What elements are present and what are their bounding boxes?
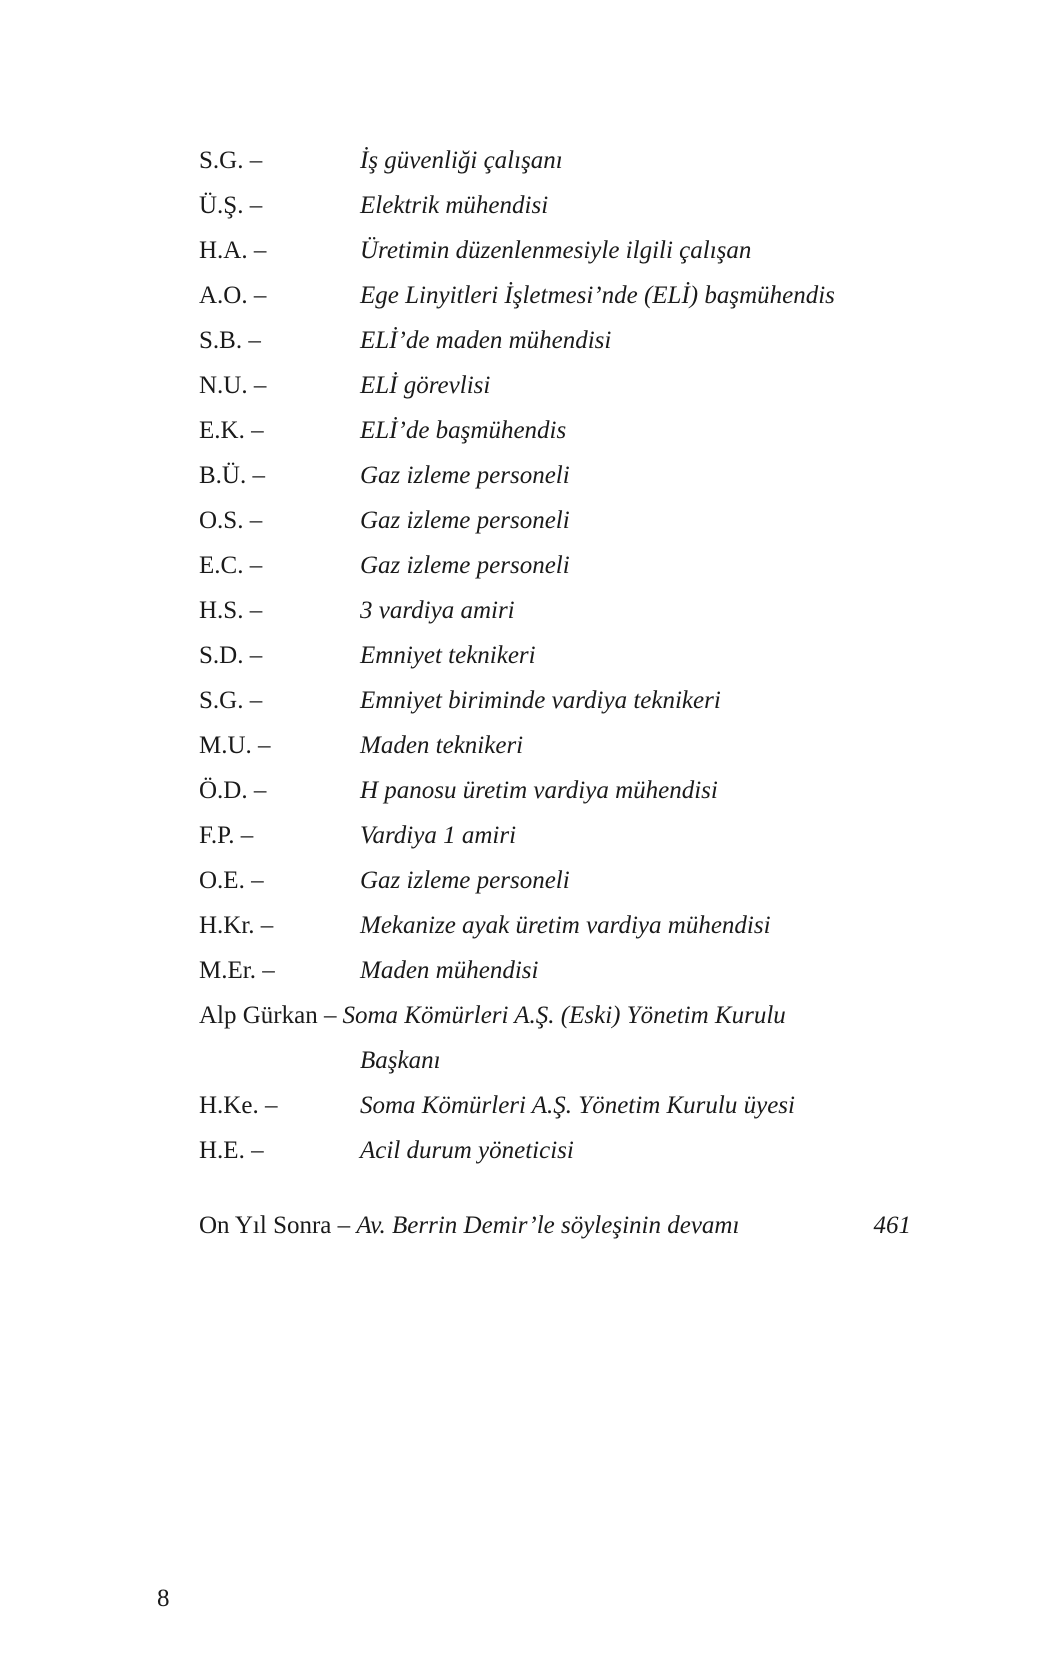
abbreviation: S.G. –: [199, 147, 263, 174]
description: Vardiya 1 amiri: [360, 822, 517, 849]
list-item: [199, 858, 919, 903]
description: Emniyet teknikeri: [360, 642, 536, 669]
description: ELİ’de başmühendis: [360, 417, 567, 444]
abbreviation: N.U. –: [199, 372, 267, 399]
description: Maden mühendisi: [360, 957, 539, 984]
list-item: [199, 138, 919, 183]
abbreviation: H.A. –: [199, 237, 267, 264]
list-item: [199, 903, 919, 948]
description: Üretimin düzenlenmesiyle ilgili çalışan: [360, 237, 752, 264]
abbreviation: H.Kr. –: [199, 912, 274, 939]
description: ELİ görevlisi: [360, 372, 491, 399]
abbreviation: M.U. –: [199, 732, 271, 759]
abbreviation: F.P. –: [199, 822, 254, 849]
description: Gaz izleme personeli: [360, 507, 570, 534]
list-item: [199, 1128, 919, 1173]
list-item: [199, 633, 919, 678]
abbreviation: S.G. –: [199, 687, 263, 714]
abbreviation: A.O. –: [199, 282, 267, 309]
abbreviation: E.K. –: [199, 417, 264, 444]
abbreviation: H.E. –: [199, 1137, 264, 1164]
list-item: [199, 588, 919, 633]
abbreviation: S.B. –: [199, 327, 261, 354]
list-item: [199, 228, 919, 273]
list-item: [199, 543, 919, 588]
description: 3 vardiya amiri: [360, 597, 515, 624]
toc-entry-text: [199, 1212, 739, 1240]
abbreviation: Ö.D. –: [199, 777, 267, 804]
list-item: [199, 813, 919, 858]
abbreviation: M.Er. –: [199, 957, 275, 984]
list-item: [199, 723, 919, 768]
description: Maden teknikeri: [360, 732, 524, 759]
description-continuation: Başkanı: [360, 1047, 441, 1074]
list-item: [199, 273, 919, 318]
list-item: [199, 453, 919, 498]
abbreviation: O.E. –: [199, 867, 264, 894]
list-item: [199, 408, 919, 453]
abbreviation: E.C. –: [199, 552, 263, 579]
list-item: [199, 948, 919, 993]
list-item: [199, 1083, 919, 1128]
abbreviation: S.D. –: [199, 642, 263, 669]
description: Elektrik mühendisi: [360, 192, 549, 219]
toc-subtitle: Av. Berrin Demir’le söyleşinin devamı: [356, 1212, 740, 1239]
description: İş güvenliği çalışanı: [360, 147, 563, 174]
list-item: [199, 363, 919, 408]
description: ELİ’de maden mühendisi: [360, 327, 612, 354]
description: Gaz izleme personeli: [360, 462, 570, 489]
description: H panosu üretim vardiya mühendisi: [360, 777, 718, 804]
list-item-continuation: [199, 1038, 919, 1083]
abbreviation-list: [199, 138, 919, 1173]
list-item: [199, 183, 919, 228]
description: Gaz izleme personeli: [360, 552, 570, 579]
abbreviation: Alp Gürkan –: [199, 1002, 337, 1029]
description: Gaz izleme personeli: [360, 867, 570, 894]
description: Acil durum yöneticisi: [360, 1137, 574, 1164]
list-item: [199, 678, 919, 723]
abbreviation: H.Ke. –: [199, 1092, 278, 1119]
list-item-alp-gurkan: [199, 993, 919, 1038]
abbreviation: O.S. –: [199, 507, 263, 534]
description: Ege Linyitleri İşletmesi’nde (ELİ) başmühendis: [360, 282, 835, 309]
toc-title: On Yıl Sonra –: [199, 1212, 351, 1239]
page-number: 8: [157, 1585, 170, 1612]
list-item: [199, 318, 919, 363]
description: Mekanize ayak üretim vardiya mühendisi: [360, 912, 771, 939]
toc-page-number: 461: [873, 1212, 911, 1239]
description: Soma Kömürleri A.Ş. Yönetim Kurulu üyesi: [360, 1092, 795, 1119]
description: Emniyet biriminde vardiya teknikeri: [360, 687, 721, 714]
toc-entry: [199, 1212, 911, 1240]
abbreviation: H.S. –: [199, 597, 263, 624]
abbreviation: B.Ü. –: [199, 462, 265, 489]
description: Soma Kömürleri A.Ş. (Eski) Yönetim Kurulu: [342, 1002, 786, 1029]
list-item: [199, 768, 919, 813]
abbreviation: Ü.Ş. –: [199, 192, 263, 219]
list-item: [199, 498, 919, 543]
